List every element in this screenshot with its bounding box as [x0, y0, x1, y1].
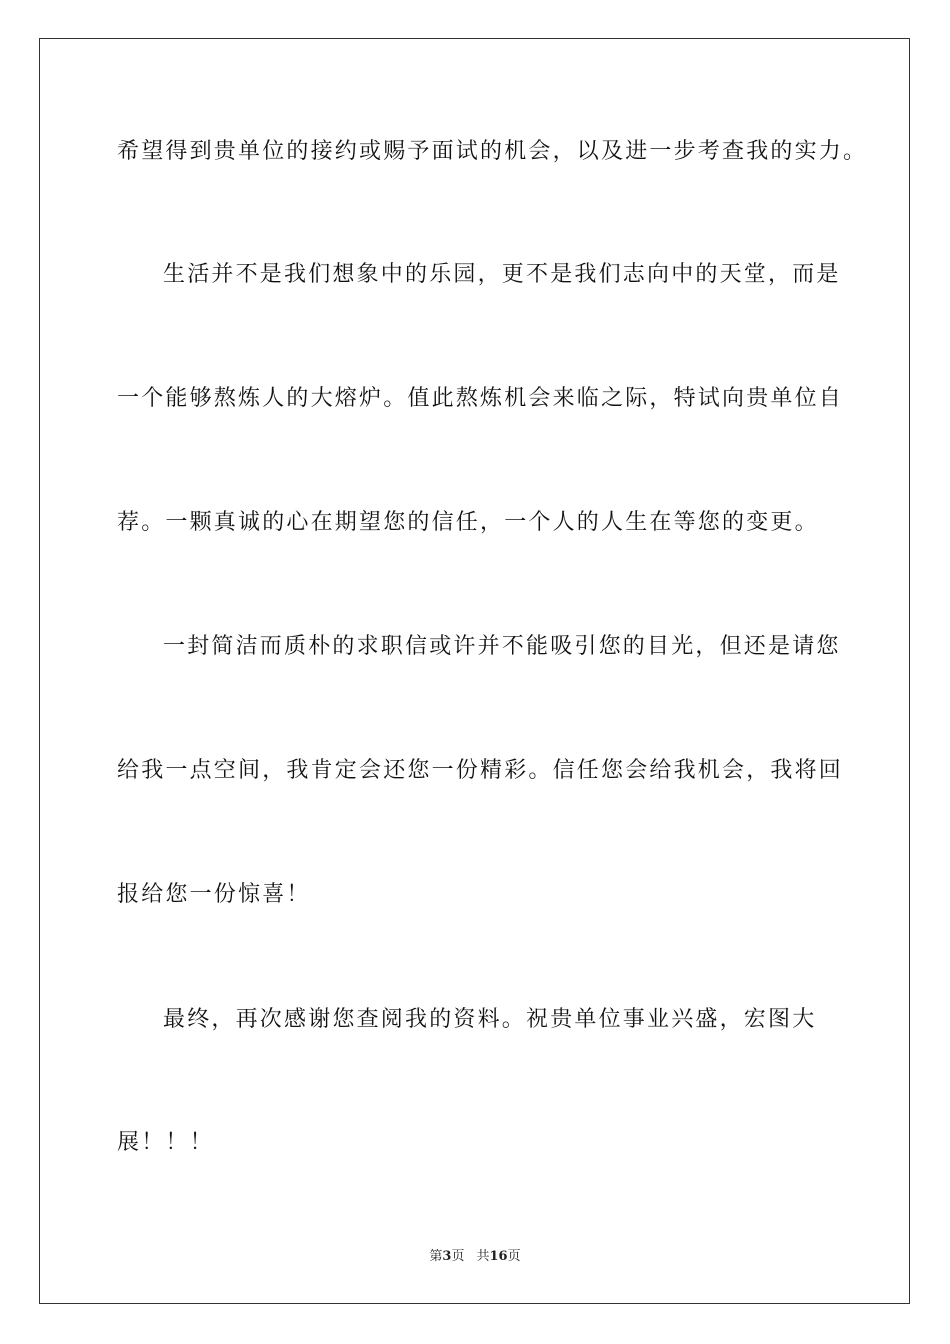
page-prefix: 第	[429, 1249, 443, 1264]
total-suffix: 页	[507, 1249, 521, 1264]
text-line-3: 一个能够熬炼人的大熔炉。值此熬炼机会来临之际，特试向贵单位自	[117, 386, 844, 411]
text-line-4: 荐。一颗真诚的心在期望您的信任，一个人的人生在等您的变更。	[117, 510, 819, 535]
text-line-9: 展！！！	[117, 1130, 214, 1155]
page-footer	[0, 1245, 950, 1264]
text-line-5: 一封简洁而质朴的求职信或许并不能吸引您的目光，但还是请您	[163, 634, 841, 659]
text-line-6: 给我一点空间，我肯定会还您一份精彩。信任您会给我机会，我将回	[117, 758, 844, 783]
text-line-1: 希望得到贵单位的接约或赐予面试的机会，以及进一步考查我的实力。	[117, 139, 868, 164]
total-pages: 16	[489, 1249, 508, 1264]
page-number: 3	[442, 1249, 452, 1264]
text-line-2: 生活并不是我们想象中的乐园，更不是我们志向中的天堂，而是	[163, 262, 841, 287]
page-suffix: 页	[451, 1249, 465, 1264]
total-prefix: 共	[476, 1249, 490, 1264]
page-border	[39, 38, 910, 1304]
text-line-8: 最终，再次感谢您查阅我的资料。祝贵单位事业兴盛，宏图大	[163, 1007, 817, 1032]
text-line-7: 报给您一份惊喜！	[117, 882, 311, 907]
